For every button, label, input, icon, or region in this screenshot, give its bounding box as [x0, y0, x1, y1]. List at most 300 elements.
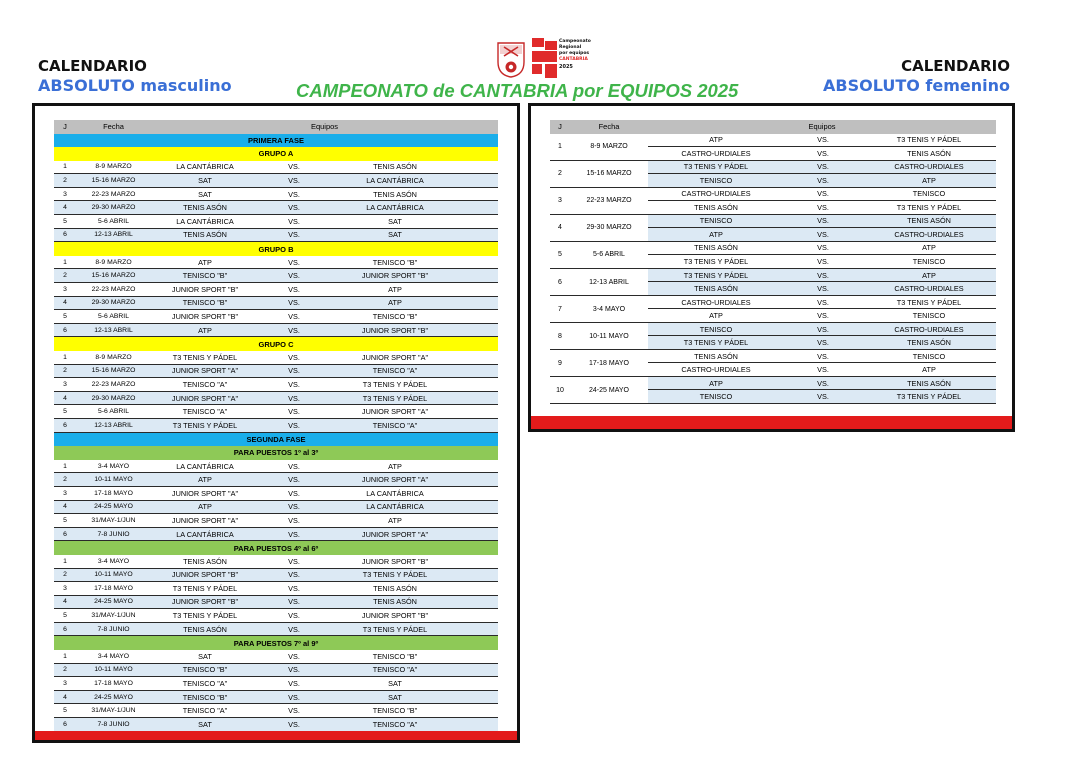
match-row — [54, 378, 498, 392]
match-row — [54, 256, 498, 270]
away-team: ATP — [922, 270, 936, 280]
match-date: 12-13 ABRIL — [589, 278, 629, 286]
versus-label: VS. — [288, 529, 300, 539]
away-team: T3 TENIS Y PÁDEL — [362, 379, 428, 389]
home-team: T3 TENIS Y PÁDEL — [683, 162, 749, 172]
home-team: TENISCO "A" — [182, 679, 228, 689]
versus-label: VS. — [817, 284, 829, 294]
match-row — [54, 528, 498, 542]
round-number: 3 — [63, 489, 67, 497]
versus-label: VS. — [288, 597, 300, 607]
match-row — [648, 242, 996, 255]
female-calendar-panel — [528, 103, 1015, 432]
match-row — [648, 323, 996, 336]
versus-label: VS. — [817, 229, 829, 239]
championship-logo — [532, 38, 591, 80]
col-header-j: J — [558, 122, 562, 132]
match-row — [54, 609, 498, 623]
versus-label: VS. — [288, 366, 300, 376]
match-row — [54, 201, 498, 215]
male-table-header — [54, 120, 498, 134]
match-row — [54, 188, 498, 202]
away-team: JUNIOR SPORT "B" — [361, 325, 429, 335]
home-team: ATP — [709, 135, 723, 145]
away-team: TENIS ASÓN — [373, 597, 417, 607]
male-header — [38, 57, 232, 97]
match-row — [54, 677, 498, 691]
section-header: PARA PUESTOS 4º al 6º — [54, 541, 498, 555]
versus-label: VS. — [288, 679, 300, 689]
male-panel-red-bar — [35, 731, 517, 740]
round-number: 10 — [556, 386, 564, 394]
male-calendar-panel — [32, 103, 520, 743]
versus-label: VS. — [288, 488, 300, 498]
home-team: TENIS ASÓN — [694, 284, 738, 294]
match-date: 8-9 MARZO — [590, 143, 628, 151]
away-team: TENIS ASÓN — [907, 338, 951, 348]
versus-label: VS. — [288, 284, 300, 294]
versus-label: VS. — [288, 651, 300, 661]
match-row — [648, 255, 996, 268]
round-matches — [648, 161, 996, 187]
versus-label: VS. — [288, 203, 300, 213]
round-number: 5 — [63, 612, 67, 620]
away-team: TENIS ASÓN — [907, 216, 951, 226]
versus-label: VS. — [288, 298, 300, 308]
round-number: 4 — [63, 693, 67, 701]
home-team: TENIS ASÓN — [183, 230, 227, 240]
round-block — [550, 269, 996, 296]
match-date: 24-25 MAYO — [94, 693, 133, 701]
home-team: ATP — [709, 311, 723, 321]
match-row — [54, 215, 498, 229]
away-team: LA CANTÁBRICA — [366, 502, 424, 512]
home-team: TENIS ASÓN — [694, 351, 738, 361]
home-team: SAT — [198, 176, 212, 186]
logo-line-1: Campeonato — [559, 39, 591, 44]
home-team: TENISCO "A" — [182, 379, 228, 389]
left-calendar-title: CALENDARIO — [38, 57, 147, 75]
away-team: ATP — [922, 175, 936, 185]
round-number: 4 — [63, 299, 67, 307]
away-team: TENISCO "B" — [372, 312, 418, 322]
home-team: T3 TENIS Y PÁDEL — [683, 270, 749, 280]
match-row — [54, 514, 498, 528]
round-number: 1 — [63, 462, 67, 470]
round-number: 5 — [558, 251, 562, 259]
versus-label: VS. — [288, 257, 300, 267]
round-number: 5 — [63, 516, 67, 524]
away-team: ATP — [922, 243, 936, 253]
section-header: GRUPO B — [54, 242, 498, 256]
away-team: TENISCO — [912, 351, 946, 361]
versus-label: VS. — [288, 475, 300, 485]
versus-label: VS. — [288, 515, 300, 525]
match-date: 3-4 MAYO — [97, 557, 130, 565]
round-number: 2 — [63, 666, 67, 674]
away-team: TENISCO "B" — [372, 706, 418, 716]
match-row — [54, 283, 498, 297]
round-number: 1 — [63, 163, 67, 171]
match-row — [648, 134, 996, 147]
away-team: CASTRO-URDIALES — [894, 284, 964, 294]
round-number: 1 — [558, 143, 562, 151]
away-team: T3 TENIS Y PÁDEL — [362, 393, 428, 403]
home-team: JUNIOR SPORT "A" — [171, 393, 239, 403]
away-team: JUNIOR SPORT "A" — [361, 407, 429, 417]
match-row — [54, 555, 498, 569]
round-number: 6 — [63, 720, 67, 728]
round-number: 6 — [558, 278, 562, 286]
round-number: 2 — [558, 170, 562, 178]
female-header — [823, 57, 1010, 97]
match-row — [54, 297, 498, 311]
away-team: TENIS ASÓN — [373, 162, 417, 172]
match-row — [54, 473, 498, 487]
home-team: ATP — [709, 378, 723, 388]
match-date: 24-25 MAYO — [94, 598, 133, 606]
home-team: T3 TENIS Y PÁDEL — [683, 256, 749, 266]
round-block — [550, 350, 996, 377]
round-number: 3 — [63, 584, 67, 592]
match-date: 15-16 MARZO — [91, 367, 136, 375]
match-row — [648, 377, 996, 390]
away-team: T3 TENIS Y PÁDEL — [362, 624, 428, 634]
round-number: 6 — [63, 421, 67, 429]
round-block — [550, 296, 996, 323]
round-matches — [648, 188, 996, 214]
away-team: LA CANTÁBRICA — [366, 203, 424, 213]
match-row — [54, 229, 498, 243]
away-team: JUNIOR SPORT "B" — [361, 271, 429, 281]
home-team: T3 TENIS Y PÁDEL — [683, 338, 749, 348]
match-date: 31/MAY-1/JUN — [91, 707, 136, 715]
round-number: 9 — [558, 359, 562, 367]
versus-label: VS. — [817, 297, 829, 307]
match-date: 12-13 ABRIL — [94, 326, 133, 334]
match-row — [54, 351, 498, 365]
match-date: 12-13 ABRIL — [94, 231, 133, 239]
away-team: TENIS ASÓN — [907, 148, 951, 158]
round-number: 1 — [63, 258, 67, 266]
section-header: PARA PUESTOS 1º al 3º — [54, 446, 498, 460]
match-date: 29-30 MARZO — [91, 204, 136, 212]
championship-title: CAMPEONATO de CANTABRIA por EQUIPOS 2025 — [296, 80, 739, 101]
match-row — [648, 201, 996, 214]
home-team: T3 TENIS Y PÁDEL — [172, 420, 238, 430]
match-date: 7-8 JUNIO — [97, 625, 130, 633]
female-table-header — [550, 120, 996, 134]
match-row — [648, 174, 996, 187]
col-header-fecha: Fecha — [103, 122, 124, 132]
versus-label: VS. — [288, 325, 300, 335]
match-date: 8-9 MARZO — [95, 163, 132, 171]
match-row — [648, 336, 996, 349]
match-date: 22-23 MARZO — [586, 197, 632, 205]
home-team: TENISCO "B" — [182, 298, 228, 308]
versus-label: VS. — [288, 583, 300, 593]
match-row — [648, 390, 996, 403]
match-row — [648, 350, 996, 363]
versus-label: VS. — [288, 706, 300, 716]
away-team: T3 TENIS Y PÁDEL — [896, 392, 962, 402]
match-date: 8-9 MARZO — [95, 258, 132, 266]
round-number: 4 — [558, 224, 562, 232]
match-row — [648, 161, 996, 174]
round-number: 1 — [63, 652, 67, 660]
round-block — [550, 188, 996, 215]
home-team: TENISCO — [699, 175, 733, 185]
away-team: ATP — [922, 365, 936, 375]
match-date: 12-13 ABRIL — [94, 421, 133, 429]
right-subtitle: ABSOLUTO femenino — [823, 76, 1010, 95]
home-team: TENIS ASÓN — [183, 624, 227, 634]
round-matches — [648, 350, 996, 376]
match-date: 3-4 MAYO — [97, 652, 130, 660]
match-date: 22-23 MARZO — [91, 190, 136, 198]
away-team: TENISCO "A" — [372, 366, 418, 376]
match-row — [648, 228, 996, 241]
match-date: 29-30 MARZO — [91, 299, 136, 307]
versus-label: VS. — [817, 189, 829, 199]
versus-label: VS. — [817, 324, 829, 334]
round-number: 4 — [63, 503, 67, 511]
versus-label: VS. — [288, 162, 300, 172]
home-team: TENISCO "B" — [182, 665, 228, 675]
versus-label: VS. — [288, 312, 300, 322]
match-row — [648, 147, 996, 160]
away-team: TENISCO "A" — [372, 665, 418, 675]
away-team: ATP — [388, 515, 402, 525]
match-row — [54, 365, 498, 379]
home-team: TENISCO — [699, 392, 733, 402]
away-team: TENIS ASÓN — [373, 189, 417, 199]
match-row — [54, 324, 498, 338]
round-number: 1 — [63, 557, 67, 565]
round-number: 2 — [63, 177, 67, 185]
round-number: 3 — [63, 380, 67, 388]
match-row — [54, 310, 498, 324]
left-subtitle: ABSOLUTO masculino — [38, 76, 232, 95]
match-row — [54, 501, 498, 515]
versus-label: VS. — [288, 393, 300, 403]
home-team: ATP — [198, 325, 212, 335]
logo-line-4: CANTABRIA — [559, 57, 588, 62]
match-date: 29-30 MARZO — [91, 394, 136, 402]
right-calendar-title: CALENDARIO — [901, 57, 1010, 75]
match-row — [54, 405, 498, 419]
away-team: TENISCO — [912, 311, 946, 321]
versus-label: VS. — [817, 392, 829, 402]
round-block — [550, 161, 996, 188]
match-row — [54, 161, 498, 175]
versus-label: VS. — [817, 216, 829, 226]
away-team: LA CANTÁBRICA — [366, 488, 424, 498]
round-block — [550, 215, 996, 242]
match-row — [648, 215, 996, 228]
round-matches — [648, 242, 996, 268]
match-row — [54, 664, 498, 678]
home-team: CASTRO-URDIALES — [681, 148, 751, 158]
versus-label: VS. — [817, 202, 829, 212]
home-team: TENIS ASÓN — [183, 203, 227, 213]
match-date: 10-11 MAYO — [94, 571, 133, 579]
match-date: 15-16 MARZO — [586, 170, 632, 178]
match-date: 15-16 MARZO — [91, 177, 136, 185]
away-team: SAT — [388, 216, 402, 226]
home-team: JUNIOR SPORT "B" — [171, 312, 239, 322]
round-number: 3 — [558, 197, 562, 205]
home-team: ATP — [198, 502, 212, 512]
round-number: 2 — [63, 476, 67, 484]
round-number: 3 — [63, 680, 67, 688]
round-number: 1 — [63, 353, 67, 361]
away-team: TENIS ASÓN — [373, 583, 417, 593]
match-date: 5-6 ABRIL — [98, 408, 129, 416]
section-header: GRUPO C — [54, 337, 498, 351]
away-team: JUNIOR SPORT "A" — [361, 475, 429, 485]
home-team: LA CANTÁBRICA — [176, 162, 234, 172]
home-team: LA CANTÁBRICA — [176, 461, 234, 471]
home-team: SAT — [198, 719, 212, 729]
match-date: 5-6 ABRIL — [593, 251, 625, 259]
away-team: TENISCO "B" — [372, 257, 418, 267]
match-date: 17-18 MAYO — [589, 359, 629, 367]
versus-label: VS. — [288, 420, 300, 430]
home-team: CASTRO-URDIALES — [681, 189, 751, 199]
away-team: TENISCO "A" — [372, 719, 418, 729]
round-block — [550, 323, 996, 350]
section-header: GRUPO A — [54, 147, 498, 161]
round-number: 4 — [63, 394, 67, 402]
round-matches — [648, 269, 996, 295]
away-team: TENISCO "B" — [372, 651, 418, 661]
versus-label: VS. — [817, 311, 829, 321]
versus-label: VS. — [288, 230, 300, 240]
round-number: 4 — [63, 204, 67, 212]
section-header: PRIMERA FASE — [54, 134, 498, 148]
versus-label: VS. — [817, 175, 829, 185]
section-header: SEGUNDA FASE — [54, 433, 498, 447]
round-number: 7 — [558, 305, 562, 313]
match-row — [648, 309, 996, 322]
away-team: T3 TENIS Y PÁDEL — [362, 570, 428, 580]
round-number: 6 — [63, 530, 67, 538]
match-date: 10-11 MAYO — [589, 332, 629, 340]
home-team: TENISCO — [699, 324, 733, 334]
match-date: 22-23 MARZO — [91, 380, 136, 388]
male-schedule-table — [54, 120, 498, 732]
home-team: T3 TENIS Y PÁDEL — [172, 352, 238, 362]
match-date: 17-18 MAYO — [94, 584, 133, 592]
home-team: JUNIOR SPORT "A" — [171, 488, 239, 498]
match-date: 24-25 MAYO — [94, 503, 133, 511]
logo-line-2: Regional — [559, 45, 582, 50]
home-team: SAT — [198, 651, 212, 661]
match-date: 17-18 MAYO — [94, 680, 133, 688]
home-team: JUNIOR SPORT "A" — [171, 366, 239, 376]
match-date: 22-23 MARZO — [91, 285, 136, 293]
versus-label: VS. — [288, 611, 300, 621]
home-team: TENIS ASÓN — [694, 243, 738, 253]
away-team: CASTRO-URDIALES — [894, 324, 964, 334]
round-matches — [648, 134, 996, 160]
home-team: ATP — [709, 229, 723, 239]
versus-label: VS. — [817, 243, 829, 253]
home-team: ATP — [198, 475, 212, 485]
home-team: TENISCO "A" — [182, 706, 228, 716]
match-date: 31/MAY-1/JUN — [91, 612, 136, 620]
home-team: JUNIOR SPORT "A" — [171, 515, 239, 525]
match-date: 10-11 MAYO — [94, 666, 133, 674]
federation-shield-logo — [497, 42, 525, 78]
round-matches — [648, 215, 996, 241]
home-team: JUNIOR SPORT "B" — [171, 284, 239, 294]
versus-label: VS. — [288, 271, 300, 281]
female-schedule-table — [550, 120, 996, 404]
versus-label: VS. — [817, 270, 829, 280]
home-team: ATP — [198, 257, 212, 267]
away-team: JUNIOR SPORT "B" — [361, 556, 429, 566]
versus-label: VS. — [288, 624, 300, 634]
match-date: 5-6 ABRIL — [98, 217, 129, 225]
home-team: JUNIOR SPORT "B" — [171, 597, 239, 607]
col-header-fecha: Fecha — [598, 122, 620, 132]
versus-label: VS. — [817, 338, 829, 348]
section-header: PARA PUESTOS 7º al 9º — [54, 636, 498, 650]
away-team: TENIS ASÓN — [907, 378, 951, 388]
away-team: ATP — [388, 298, 402, 308]
home-team: T3 TENIS Y PÁDEL — [172, 583, 238, 593]
col-header-equipos: Equipos — [808, 122, 836, 132]
match-row — [54, 596, 498, 610]
match-row — [54, 704, 498, 718]
away-team: CASTRO-URDIALES — [894, 162, 964, 172]
away-team: JUNIOR SPORT "A" — [361, 529, 429, 539]
home-team: TENISCO — [699, 216, 733, 226]
match-date: 5-6 ABRIL — [98, 313, 129, 321]
match-row — [54, 460, 498, 474]
away-team: ATP — [388, 284, 402, 294]
female-panel-red-bar — [531, 416, 1012, 429]
match-row — [54, 650, 498, 664]
match-row — [54, 569, 498, 583]
versus-label: VS. — [817, 365, 829, 375]
away-team: TENISCO "A" — [372, 420, 418, 430]
match-date: 15-16 MARZO — [91, 272, 136, 280]
match-date: 31/MAY-1/JUN — [91, 516, 136, 524]
round-number: 4 — [63, 598, 67, 606]
versus-label: VS. — [817, 256, 829, 266]
match-date: 10-11 MAYO — [94, 476, 133, 484]
versus-label: VS. — [288, 352, 300, 362]
round-number: 6 — [63, 231, 67, 239]
away-team: SAT — [388, 679, 402, 689]
home-team: CASTRO-URDIALES — [681, 297, 751, 307]
home-team: TENIS ASÓN — [183, 556, 227, 566]
versus-label: VS. — [288, 379, 300, 389]
versus-label: VS. — [288, 719, 300, 729]
logo-line-3: por equipos — [559, 51, 590, 56]
versus-label: VS. — [817, 162, 829, 172]
match-row — [648, 282, 996, 295]
round-number: 5 — [63, 313, 67, 321]
round-matches — [648, 377, 996, 403]
versus-label: VS. — [817, 351, 829, 361]
home-team: T3 TENIS Y PÁDEL — [172, 611, 238, 621]
match-date: 7-8 JUNIO — [97, 720, 130, 728]
round-number: 8 — [558, 332, 562, 340]
